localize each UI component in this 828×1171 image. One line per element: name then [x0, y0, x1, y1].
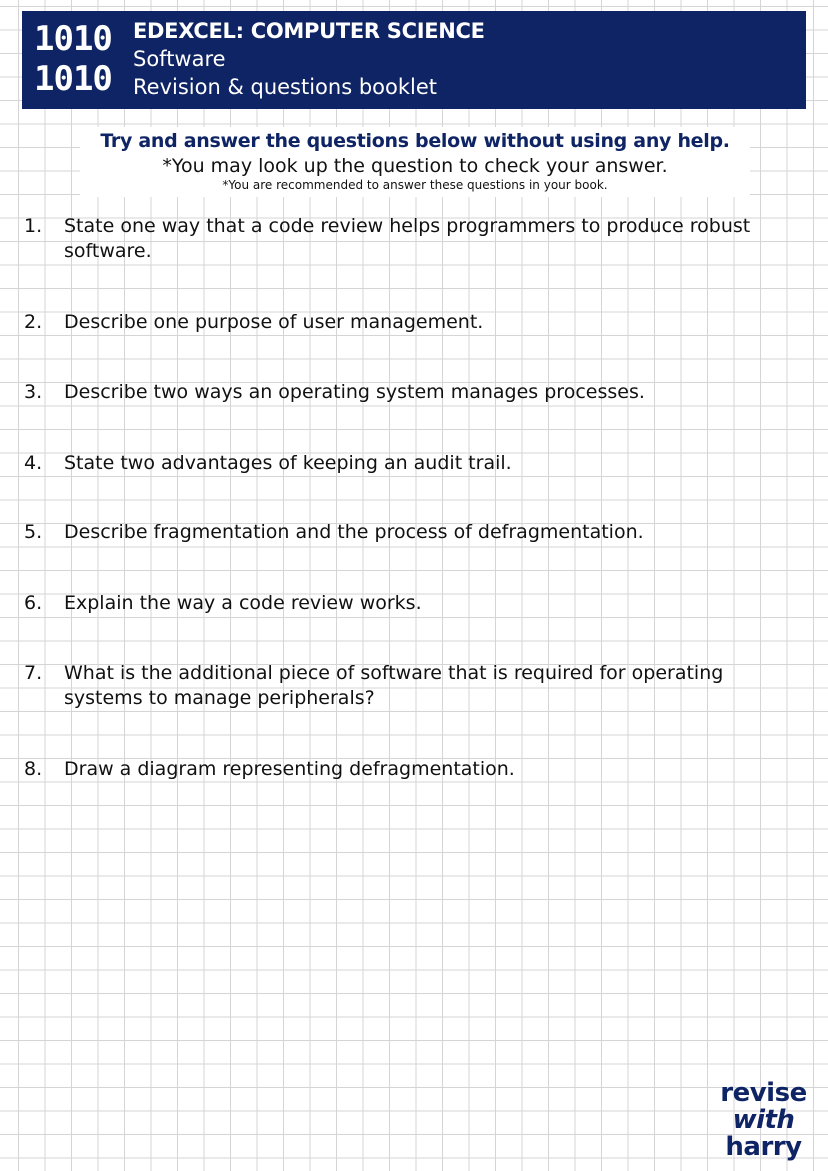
header-booklet: Revision & questions booklet	[133, 75, 438, 99]
question-text: Describe two ways an operating system manages processes.	[64, 381, 645, 403]
question-number: 4.	[24, 452, 43, 474]
instructions	[80, 127, 750, 197]
question-number: 7.	[24, 662, 43, 684]
question-text: Draw a diagram representing defragmentation.	[64, 758, 515, 780]
question-text: State two advantages of keeping an audit trail.	[64, 452, 512, 474]
header-text	[133, 17, 485, 101]
brand-line-1: revise	[720, 1078, 807, 1108]
brand-line-2: with	[732, 1105, 795, 1135]
header-subtitle: Software	[133, 47, 226, 71]
instruction-note-2: *You are recommended to answer these questions in your book.	[222, 178, 608, 192]
brand-logo	[716, 1080, 811, 1161]
instruction-note-1: *You may look up the question to check your answer.	[162, 155, 668, 177]
question-text: What is the additional piece of software that is required for operating systems to manage peripherals?	[64, 662, 724, 709]
question-number: 6.	[24, 592, 43, 614]
header-banner	[22, 11, 806, 109]
question-text: Describe one purpose of user management.	[64, 311, 484, 333]
binary-logo	[34, 19, 112, 99]
brand-line-3: harry	[725, 1132, 802, 1162]
question-number: 5.	[24, 521, 43, 543]
logo-line-1: 1010	[34, 19, 112, 59]
logo-line-2: 1010	[34, 59, 112, 99]
question-text: Explain the way a code review works.	[64, 592, 422, 614]
instruction-heading: Try and answer the questions below without using any help.	[100, 130, 730, 152]
question-number: 8.	[24, 758, 43, 780]
question-number: 3.	[24, 381, 43, 403]
header-title: EDEXCEL: COMPUTER SCIENCE	[133, 19, 485, 43]
question-text: Describe fragmentation and the process of defragmentation.	[64, 521, 644, 543]
question-text: State one way that a code review helps programmers to produce robust software.	[64, 215, 751, 262]
question-number: 1.	[24, 215, 43, 237]
question-number: 2.	[24, 311, 43, 333]
